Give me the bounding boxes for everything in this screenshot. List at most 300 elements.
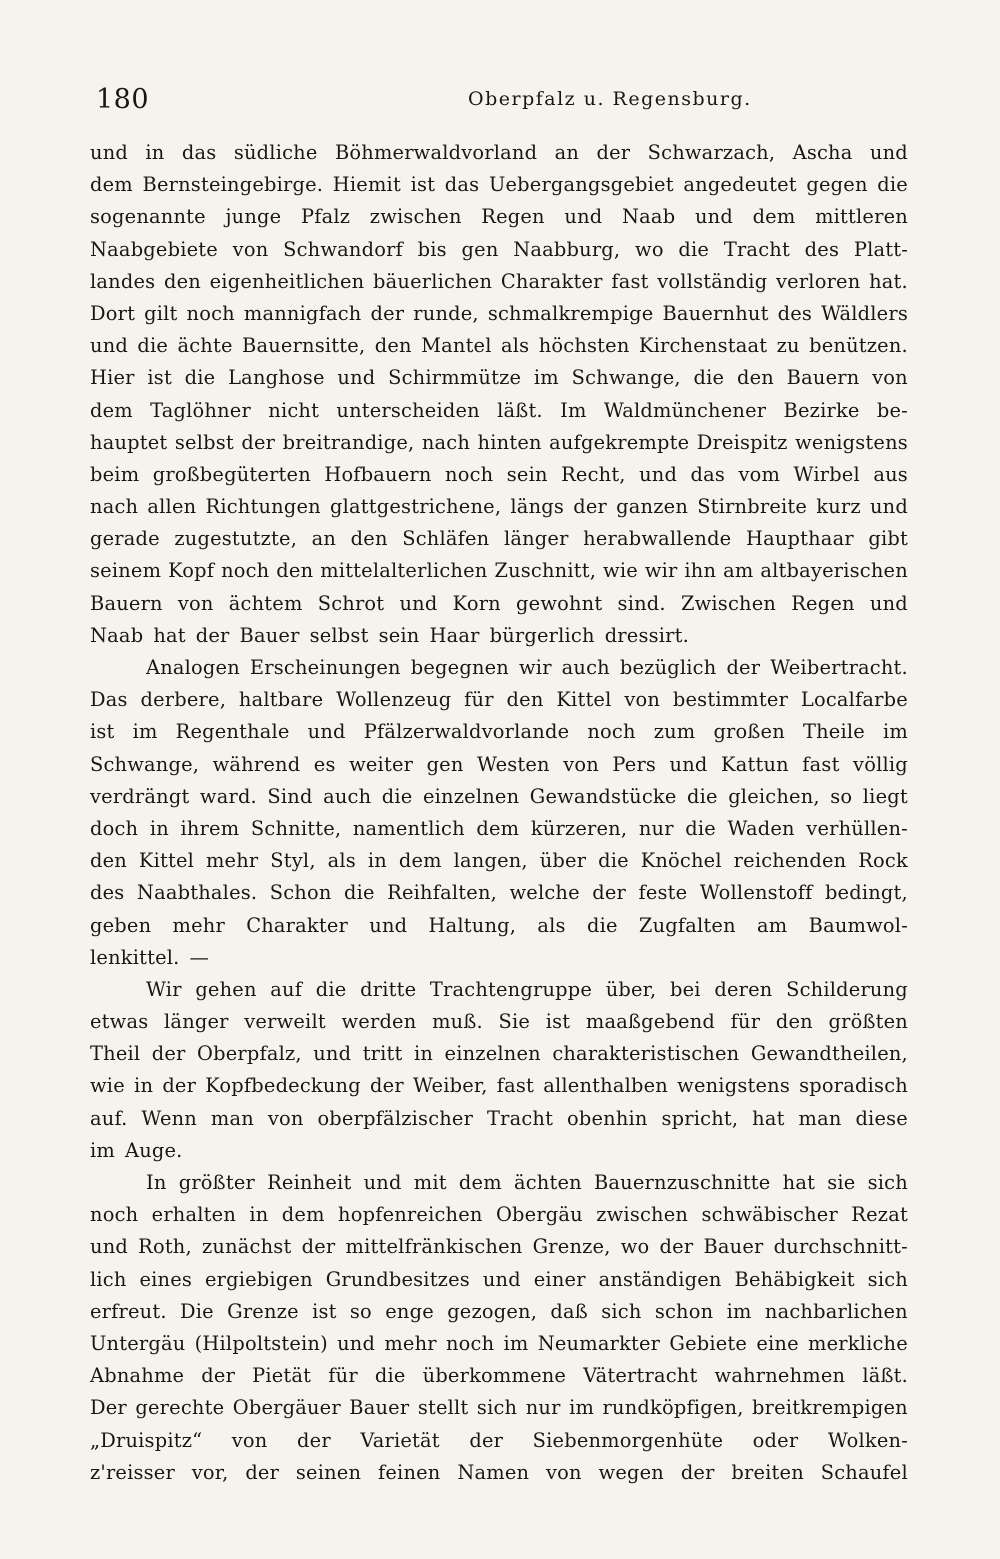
word: die xyxy=(137,334,169,358)
word: der xyxy=(370,1074,404,1098)
text-line xyxy=(90,942,908,974)
word: Analogen xyxy=(146,656,240,679)
word: gehen xyxy=(195,977,257,1001)
word: Styl, xyxy=(270,849,316,873)
word: an xyxy=(311,527,337,551)
body-text xyxy=(90,137,908,1489)
word: haltbare xyxy=(238,688,324,712)
word: noch xyxy=(587,720,636,744)
word: Im xyxy=(560,398,587,422)
word: den xyxy=(374,334,412,358)
word: fast xyxy=(611,269,649,293)
word: sich xyxy=(601,1299,642,1323)
word: benützen. xyxy=(809,334,908,358)
word: und xyxy=(869,495,908,519)
word: ist xyxy=(147,366,172,390)
word: im xyxy=(533,366,559,390)
word: enge xyxy=(385,1299,434,1323)
word: der xyxy=(573,495,607,519)
word: eine xyxy=(756,1331,799,1355)
word: Dort xyxy=(90,301,136,325)
word: Uebergangsgebiet xyxy=(488,173,674,197)
word: altbayerischen xyxy=(760,559,908,583)
text-line xyxy=(90,330,908,362)
word: und xyxy=(363,1171,402,1194)
word: schmalkrempige xyxy=(487,301,654,325)
word: von xyxy=(546,1460,582,1484)
word: Hiemit xyxy=(332,173,401,197)
word: der xyxy=(201,1364,236,1388)
word: Schilderung xyxy=(786,977,908,1001)
word: oder xyxy=(752,1428,799,1452)
page-number: 180 xyxy=(96,84,150,115)
word: den xyxy=(163,269,201,293)
word: der xyxy=(469,1428,504,1452)
word: langen, xyxy=(453,849,528,873)
word: dem xyxy=(476,816,520,840)
word: Gewandtheilen, xyxy=(750,1042,908,1066)
word: länger xyxy=(164,1010,229,1034)
word: In xyxy=(146,1171,167,1194)
word: durchschnitt- xyxy=(773,1235,908,1259)
word: welche xyxy=(509,881,580,905)
word: von xyxy=(231,1428,268,1452)
text-line xyxy=(90,459,908,491)
word: z'reisser xyxy=(90,1460,175,1484)
word: namentlich xyxy=(352,816,465,840)
word: Sie xyxy=(498,1010,531,1034)
word: Waldmünchener xyxy=(603,398,767,422)
text-line xyxy=(90,555,908,587)
word: Naabgebiete xyxy=(90,237,218,261)
word: bis xyxy=(417,237,447,261)
word: angedeutet xyxy=(683,173,797,197)
word: Sind xyxy=(267,784,313,808)
word: Schwandorf xyxy=(283,237,403,261)
word: derbere, xyxy=(140,688,227,712)
text-line xyxy=(90,620,908,652)
word: der xyxy=(592,881,627,905)
word: Schwange, xyxy=(90,752,200,776)
word: Ascha xyxy=(792,141,853,164)
word: der xyxy=(680,1460,715,1484)
word: sich xyxy=(476,1396,518,1420)
word: Grundbesitzes xyxy=(325,1267,470,1291)
word: Charakter xyxy=(500,269,603,293)
word: Langhose xyxy=(228,366,325,390)
word: in xyxy=(149,816,169,840)
running-head: Oberpfalz u. Regensburg. xyxy=(468,88,752,110)
word: Schaufel xyxy=(820,1460,908,1484)
word: mehr xyxy=(205,849,259,873)
word: wir xyxy=(519,656,552,679)
word: Korn xyxy=(452,591,501,615)
text-line xyxy=(90,1296,908,1328)
word: Naab xyxy=(622,205,676,229)
word: verloren xyxy=(776,269,861,293)
word: man xyxy=(798,1106,842,1130)
word: Trachtengruppe xyxy=(429,977,593,1001)
word: Obergäuer xyxy=(232,1396,341,1420)
word: von xyxy=(232,237,269,261)
word: ergiebigen xyxy=(204,1267,313,1291)
word: Kirchenstaat xyxy=(638,334,768,358)
word: ist xyxy=(545,1010,571,1034)
word: ächte xyxy=(177,334,233,358)
word: als xyxy=(327,849,356,873)
word: den xyxy=(506,688,544,712)
word: eines xyxy=(139,1267,193,1291)
word: Naabburg, xyxy=(513,237,621,261)
word: Bezirke xyxy=(783,398,860,422)
word: von xyxy=(872,366,908,390)
word: der xyxy=(370,301,405,325)
text-line xyxy=(90,1264,908,1296)
text-line xyxy=(90,877,908,909)
word: breitrandige, xyxy=(282,430,415,454)
word: lenkittel. xyxy=(90,945,180,969)
word: Schnitte, xyxy=(250,816,342,840)
word: auf xyxy=(270,977,303,1001)
word: südliche xyxy=(233,141,318,164)
word: mit xyxy=(413,1171,447,1194)
word: fast xyxy=(496,1074,535,1098)
word: anständigen xyxy=(598,1267,722,1291)
word: Die xyxy=(180,1299,214,1323)
word: Oberpfalz, xyxy=(196,1042,302,1066)
word: zunächst xyxy=(202,1235,292,1259)
word: ächtem xyxy=(228,591,303,615)
word: seinem xyxy=(90,559,162,583)
word: Regen xyxy=(481,205,545,229)
word: und xyxy=(639,462,678,486)
word: dem xyxy=(398,849,442,873)
word: in xyxy=(134,1074,154,1098)
word: ist xyxy=(410,173,436,197)
word: gibt xyxy=(868,527,908,551)
word: und xyxy=(869,591,908,615)
word: über xyxy=(539,849,587,873)
word: den xyxy=(90,849,127,873)
word: begegnen xyxy=(410,656,509,679)
word: allen xyxy=(147,495,197,519)
word: Regenthale xyxy=(175,720,290,744)
word: die xyxy=(877,173,908,197)
word: Haltung, xyxy=(428,913,517,937)
word: junge xyxy=(225,205,282,229)
word: „Druispitz“ xyxy=(90,1428,203,1452)
word: Wenn xyxy=(141,1106,197,1130)
text-line xyxy=(90,781,908,813)
word: Bauernsitte, xyxy=(242,334,366,358)
word: verweilt xyxy=(244,1010,326,1034)
word: nach xyxy=(421,430,471,454)
word: bestimmter xyxy=(672,688,789,712)
word: mittleren xyxy=(815,205,908,229)
word: diese xyxy=(855,1106,908,1130)
word: und xyxy=(307,720,346,744)
word: nach xyxy=(90,495,139,519)
word: sie xyxy=(827,1171,856,1194)
word: es xyxy=(313,752,336,776)
word: dem xyxy=(752,205,796,229)
word: die xyxy=(184,366,216,390)
word: die xyxy=(687,784,718,808)
word: man xyxy=(210,1106,254,1130)
word: der xyxy=(596,141,631,164)
word: stellt xyxy=(417,1396,469,1420)
word: sein xyxy=(506,462,548,486)
word: und xyxy=(337,366,376,390)
text-line xyxy=(90,1038,908,1070)
word: mannigfach xyxy=(243,301,362,325)
word: des xyxy=(804,237,840,261)
word: ist xyxy=(312,1299,337,1323)
text-line xyxy=(90,588,908,620)
word: den xyxy=(775,1010,813,1034)
word: die xyxy=(693,366,725,390)
word: Pfalz xyxy=(300,205,351,229)
word: und xyxy=(399,591,438,615)
word: wegen xyxy=(598,1460,664,1484)
word: und xyxy=(694,205,733,229)
word: Zwischen xyxy=(680,591,777,615)
word: und xyxy=(90,1235,128,1259)
text-line xyxy=(90,491,908,523)
word: Behäbigkeit xyxy=(734,1267,855,1291)
word: im xyxy=(132,720,158,744)
word: sich xyxy=(867,1171,908,1194)
word: lich xyxy=(90,1267,127,1291)
word: Knöchel xyxy=(640,849,722,873)
word: auf. xyxy=(90,1106,128,1130)
word: Schwarzach, xyxy=(647,141,776,164)
word: Weiber, xyxy=(412,1074,488,1098)
word: und xyxy=(869,141,908,164)
word: Schläfen xyxy=(402,527,490,551)
word: Stirnbreite xyxy=(697,495,808,519)
text-line xyxy=(90,1167,908,1199)
word: noch xyxy=(445,462,494,486)
word: fast xyxy=(802,752,840,776)
text-line xyxy=(90,1425,908,1457)
text-line xyxy=(90,1360,908,1392)
word: Naabthales. xyxy=(136,881,258,905)
word: ward. xyxy=(199,784,257,808)
text-line xyxy=(90,684,908,716)
word: Hofbauern xyxy=(324,462,432,486)
word: muß. xyxy=(432,1010,483,1034)
word: merkliche xyxy=(808,1331,908,1355)
word: Kittel xyxy=(138,849,195,873)
word: Charakter xyxy=(246,913,348,937)
word: Tracht xyxy=(486,1106,554,1130)
word: großen xyxy=(713,720,785,744)
word: selbst xyxy=(174,430,234,454)
word: verdrängt xyxy=(90,784,190,808)
text-line xyxy=(90,234,908,266)
word: als xyxy=(537,913,566,937)
word: Weibertracht. xyxy=(770,656,908,679)
word: größter xyxy=(178,1171,255,1194)
word: herabwallende xyxy=(583,527,732,551)
text-line xyxy=(90,362,908,394)
word: zwischen xyxy=(369,205,462,229)
word: an xyxy=(554,141,580,164)
word: doch xyxy=(90,816,139,840)
word: bürgerlich xyxy=(489,623,595,647)
word: be- xyxy=(876,398,908,422)
word: vor, xyxy=(191,1460,229,1484)
word: oberpfälzischer xyxy=(317,1106,474,1130)
word: der xyxy=(162,1074,197,1098)
text-line xyxy=(90,974,908,1006)
word: charakteristischen xyxy=(552,1042,740,1066)
word: und xyxy=(337,1331,376,1355)
word: Auge. xyxy=(125,1138,183,1162)
text-line xyxy=(90,1006,908,1038)
word: der xyxy=(726,656,761,679)
word: Waden xyxy=(727,816,795,840)
word: sein xyxy=(378,623,420,647)
word: Grenze, xyxy=(532,1235,611,1259)
word: erfreut. xyxy=(90,1299,167,1323)
word: Wir xyxy=(146,977,182,1001)
word: im xyxy=(883,720,908,744)
word: der xyxy=(151,1042,186,1066)
word: noch xyxy=(90,1203,139,1227)
word: zu xyxy=(776,334,800,358)
word: für xyxy=(464,688,494,712)
word: Rezat xyxy=(851,1203,908,1227)
word: beim xyxy=(90,462,140,486)
word: gleichen, xyxy=(728,784,820,808)
word: Reinheit xyxy=(267,1171,352,1194)
word: und xyxy=(482,1267,521,1291)
word: Theil xyxy=(90,1042,141,1066)
word: maaßgebend xyxy=(585,1010,716,1034)
word: Neumarkter xyxy=(537,1331,661,1355)
word: Tracht xyxy=(723,237,790,261)
word: daß xyxy=(550,1299,588,1323)
word: mehr xyxy=(384,1331,437,1355)
word: mehr xyxy=(172,913,225,937)
word: noch xyxy=(445,1331,495,1355)
word: ächten xyxy=(513,1171,582,1194)
word: über, xyxy=(605,977,657,1001)
word: Hier xyxy=(90,366,135,390)
word: Untergäu xyxy=(90,1331,186,1355)
word: Roth, xyxy=(138,1235,192,1259)
word: Regen xyxy=(791,591,855,615)
text-line xyxy=(90,813,908,845)
word: wenigstens xyxy=(677,1074,790,1098)
word: kurz xyxy=(816,495,861,519)
word: Mantel xyxy=(421,334,492,358)
word: mittelalterlichen xyxy=(320,559,488,583)
text-line xyxy=(90,652,908,684)
word: im xyxy=(726,1299,752,1323)
word: Schwange, xyxy=(571,366,681,390)
word: und xyxy=(313,1042,352,1066)
word: wo xyxy=(635,237,664,261)
text-line xyxy=(90,1328,908,1360)
word: bäuerlichen xyxy=(373,269,493,293)
word: (Hilpoltstein) xyxy=(194,1331,328,1355)
word: und xyxy=(669,752,708,776)
word: glattgestrichene, xyxy=(330,495,502,519)
word: dem xyxy=(90,398,133,422)
word: Bauern xyxy=(786,366,860,390)
word: Wollenstoff xyxy=(699,881,813,905)
word: die xyxy=(685,816,716,840)
word: zum xyxy=(653,720,696,744)
word: gegen xyxy=(806,173,868,197)
word: Bauer xyxy=(239,623,300,647)
word: Baumwol- xyxy=(808,913,908,937)
word: spricht, xyxy=(661,1106,739,1130)
text-line xyxy=(90,1070,908,1102)
word: landes xyxy=(90,269,156,293)
word: von xyxy=(177,591,214,615)
word: weiter xyxy=(349,752,414,776)
word: Rock xyxy=(858,849,908,873)
word: und xyxy=(564,205,603,229)
word: Naab xyxy=(90,623,144,647)
word: bezüglich xyxy=(619,656,717,679)
word: erhalten xyxy=(151,1203,237,1227)
text-line xyxy=(90,201,908,233)
word: Wollenzeug xyxy=(336,688,452,712)
word: die xyxy=(315,977,347,1001)
word: runde, xyxy=(413,301,479,325)
word: zugestutzte, xyxy=(174,527,298,551)
word: einzelnen xyxy=(422,784,520,808)
word: länger xyxy=(503,527,569,551)
word: rundköpfigen, xyxy=(602,1396,744,1420)
word: Pers xyxy=(612,752,657,776)
word: im xyxy=(569,1396,595,1420)
word: Der xyxy=(90,1396,127,1420)
word: längs xyxy=(510,495,565,519)
word: so xyxy=(349,1299,372,1323)
word: von xyxy=(563,752,599,776)
text-line xyxy=(90,137,908,169)
word: für xyxy=(328,1364,358,1388)
word: Kittel xyxy=(556,688,612,712)
word: in xyxy=(367,849,387,873)
word: Grenze xyxy=(227,1299,299,1323)
word: dem xyxy=(458,1171,502,1194)
word: sporadisch xyxy=(799,1074,908,1098)
word: Wolken- xyxy=(827,1428,908,1452)
word: allenthalben xyxy=(543,1074,668,1098)
word: hat. xyxy=(869,269,908,293)
text-line xyxy=(90,1135,908,1167)
word: am xyxy=(723,559,754,583)
word: Pfälzerwaldvorlande xyxy=(363,720,570,744)
text-line xyxy=(90,1231,908,1263)
word: Schrot xyxy=(317,591,385,615)
word: noch xyxy=(221,559,270,583)
word: Bauer xyxy=(349,1396,410,1420)
word: Richtungen xyxy=(205,495,321,519)
word: auch xyxy=(323,784,372,808)
word: Erscheinungen xyxy=(249,656,401,679)
word: Bernsteingebirge. xyxy=(142,173,324,197)
word: kürzeren, xyxy=(530,816,628,840)
word: obenhin xyxy=(566,1106,648,1130)
